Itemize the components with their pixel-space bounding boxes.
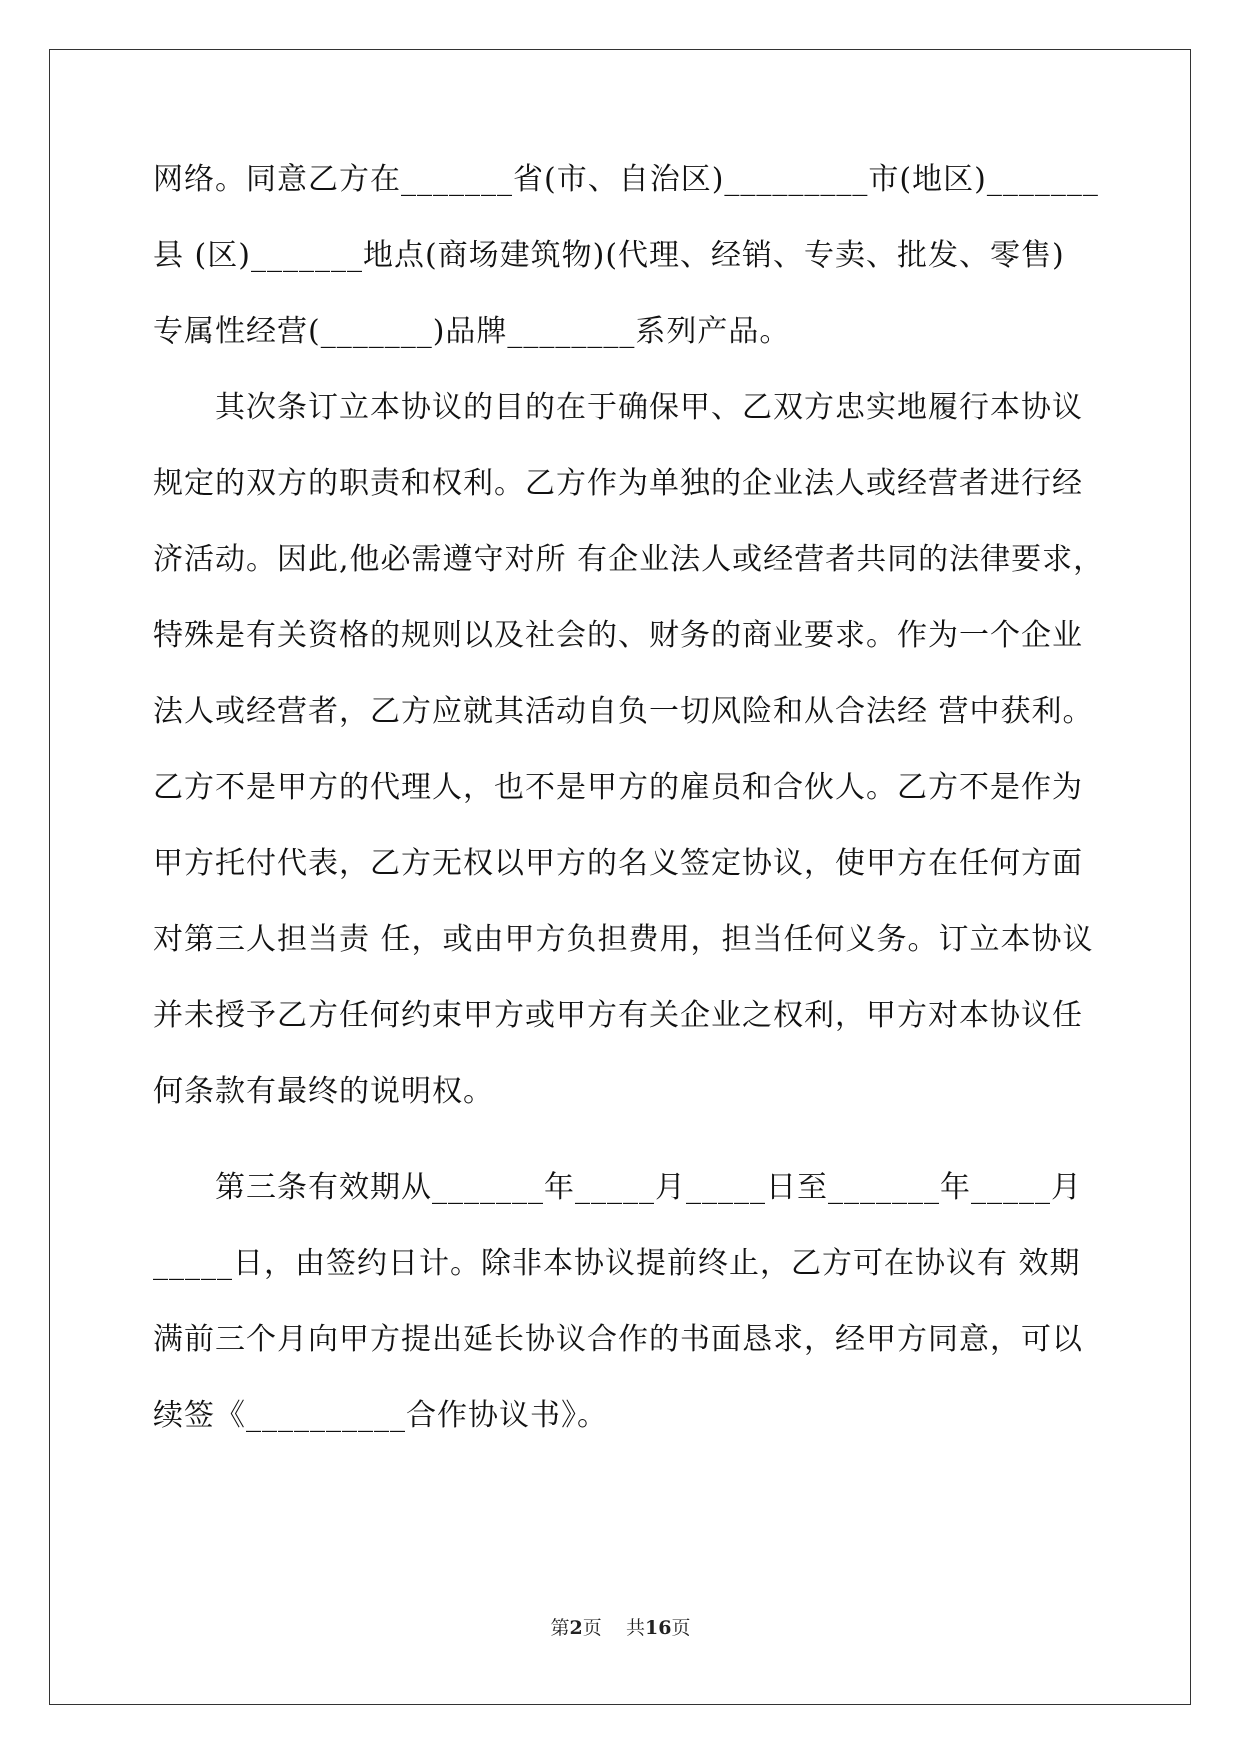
text-line: 第三条有效期从_______年_____月_____日至_______年_____月 (153, 1170, 1082, 1205)
text-line: 何条款有最终的说明权。 (153, 1074, 494, 1109)
page-footer (0, 1616, 1241, 1640)
footer-prefix: 第 (550, 1617, 570, 1639)
footer-total-pages: 16 (644, 1617, 672, 1639)
text-line: 对第三人担当责 任，或由甲方负担费用，担当任何义务。订立本协议 (153, 922, 1094, 957)
text-line: 网络。同意乙方在_______省(市、自治区)_________市(地区)_______ (153, 162, 1099, 197)
text-line: 县 (区)_______地点(商场建筑物)(代理、经销、专卖、批发、零售) (153, 238, 1065, 273)
text-line: 并未授予乙方任何约束甲方或甲方有关企业之权利，甲方对本协议任 (153, 998, 1083, 1033)
text-line: 专属性经营(_______)品牌________系列产品。 (153, 314, 791, 349)
footer-page-unit: 页 (582, 1617, 602, 1639)
text-line: 续签《__________合作协议书》。 (153, 1398, 608, 1433)
text-line: _____日，由签约日计。除非本协议提前终止，乙方可在协议有 效期 (153, 1246, 1081, 1281)
text-line: 济活动。因此,他必需遵守对所 有企业法人或经营者共同的法律要求， (153, 542, 1105, 577)
text-line: 甲方托付代表，乙方无权以甲方的名义签定协议，使甲方在任何方面 (153, 846, 1083, 881)
text-line: 满前三个月向甲方提出延长协议合作的书面恳求，经甲方同意，可以 (153, 1322, 1083, 1357)
text-line: 其次条订立本协议的目的在于确保甲、乙双方忠实地履行本协议 (153, 390, 1083, 425)
footer-total-prefix: 共 (625, 1617, 645, 1639)
text-line: 规定的双方的职责和权利。乙方作为单独的企业法人或经营者进行经 (153, 466, 1083, 501)
text-line: 乙方不是甲方的代理人，也不是甲方的雇员和合伙人。乙方不是作为 (153, 770, 1083, 805)
footer-total-unit: 页 (671, 1617, 691, 1639)
footer-page-number: 2 (569, 1617, 583, 1639)
text-line: 特殊是有关资格的规则以及社会的、财务的商业要求。作为一个企业 (153, 618, 1083, 653)
text-line: 法人或经营者，乙方应就其活动自负一切风险和从合法经 营中获利。 (153, 694, 1094, 729)
